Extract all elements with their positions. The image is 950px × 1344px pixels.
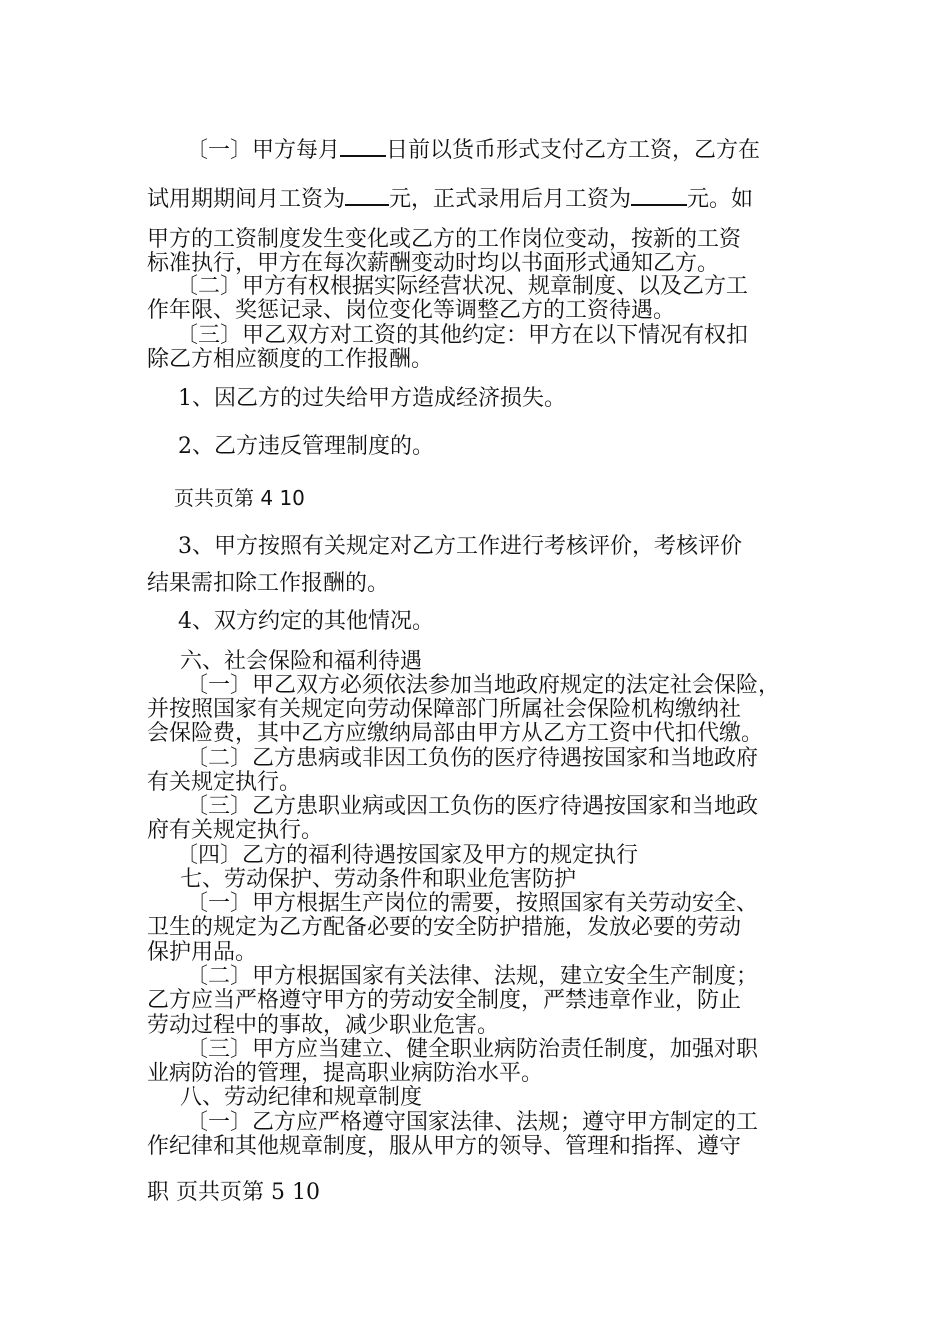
paragraph-line: 有关规定执行。: [147, 770, 302, 795]
paragraph-line: [186, 135, 760, 164]
text-segment: 元，正式录用后月工资为: [389, 187, 632, 212]
blank-underline: [631, 184, 687, 206]
list-item: 3、甲方按照有关规定对乙方工作进行考核评价，考核评价: [178, 534, 742, 559]
paragraph-line: 除乙方相应额度的工作报酬。: [147, 347, 434, 372]
paragraph-line: 劳动过程中的事故，减少职业危害。: [147, 1013, 500, 1038]
list-item: 2、乙方违反管理制度的。: [178, 434, 434, 459]
paragraph-line: 〔四〕乙方的福利待遇按国家及甲方的规定执行: [176, 843, 639, 868]
paragraph-line: 〔三〕乙方患职业病或因工负伤的医疗待遇按国家和当地政: [186, 794, 759, 819]
text-segment: 日前以货币形式支付乙方工资，乙方在: [386, 138, 761, 163]
paragraph-line: 并按照国家有关规定向劳动保障部门所属社会保险机构缴纳社: [147, 697, 742, 722]
paragraph-line: 业病防治的管理，提高职业病防治水平。: [147, 1061, 544, 1086]
paragraph-line: 〔二〕甲方有权根据实际经营状况、规章制度、以及乙方工: [176, 274, 749, 299]
paragraph-line: [147, 184, 753, 213]
paragraph-line: 会保险费，其中乙方应缴纳局部由甲方从乙方工资中代扣代缴。: [147, 721, 764, 746]
paragraph-line: 卫生的规定为乙方配备必要的安全防护措施，发放必要的劳动: [147, 915, 742, 940]
paragraph-line: 〔三〕甲乙双方对工资的其他约定：甲方在以下情况有权扣: [176, 323, 749, 348]
section-heading: 六、社会保险和福利待遇: [180, 649, 423, 674]
paragraph-line: 乙方应当严格遵守甲方的劳动安全制度，严禁违章作业，防止: [147, 988, 742, 1013]
page-footer: 职 页共页第 5 10: [147, 1180, 320, 1205]
paragraph-line: 作纪律和其他规章制度，服从甲方的领导、管理和指挥、遵守: [147, 1134, 742, 1159]
list-item: 1、因乙方的过失给甲方造成经济损失。: [178, 386, 566, 411]
blank-underline: [340, 135, 386, 157]
section-heading: 八、劳动纪律和规章制度: [180, 1085, 423, 1110]
paragraph-line: 〔二〕乙方患病或非因工负伤的医疗待遇按国家和当地政府: [186, 746, 759, 771]
paragraph-line: 〔一〕甲乙双方必须依法参加当地政府规定的法定社会保险，: [186, 673, 781, 698]
paragraph-line: 标准执行，甲方在每次薪酬变动时均以书面形式通知乙方。: [147, 251, 720, 276]
paragraph-line: 结果需扣除工作报酬的。: [147, 571, 390, 596]
paragraph-line: 〔一〕甲方根据生产岗位的需要，按照国家有关劳动安全、: [186, 891, 759, 916]
paragraph-line: 保护用品。: [147, 940, 258, 965]
text-segment: 元。如: [687, 187, 754, 212]
paragraph-line: 甲方的工资制度发生变化或乙方的工作岗位变动，按新的工资: [147, 227, 742, 252]
list-item: 4、双方约定的其他情况。: [178, 609, 434, 634]
paragraph-line: 〔三〕甲方应当建立、健全职业病防治责任制度，加强对职: [186, 1037, 759, 1062]
paragraph-line: 〔一〕乙方应严格遵守国家法律、法规；遵守甲方制定的工: [186, 1110, 759, 1135]
text-segment: 〔一〕甲方每月: [186, 138, 341, 163]
page-footer: 页共页第 4 10: [174, 486, 305, 510]
paragraph-line: 作年限、奖惩记录、岗位变化等调整乙方的工资待遇。: [147, 298, 676, 323]
section-heading: 七、劳动保护、劳动条件和职业危害防护: [180, 867, 577, 892]
blank-underline: [345, 184, 389, 206]
paragraph-line: 〔二〕甲方根据国家有关法律、法规，建立安全生产制度；: [186, 964, 759, 989]
paragraph-line: 府有关规定执行。: [147, 818, 324, 843]
text-segment: 试用期期间月工资为: [147, 187, 346, 212]
